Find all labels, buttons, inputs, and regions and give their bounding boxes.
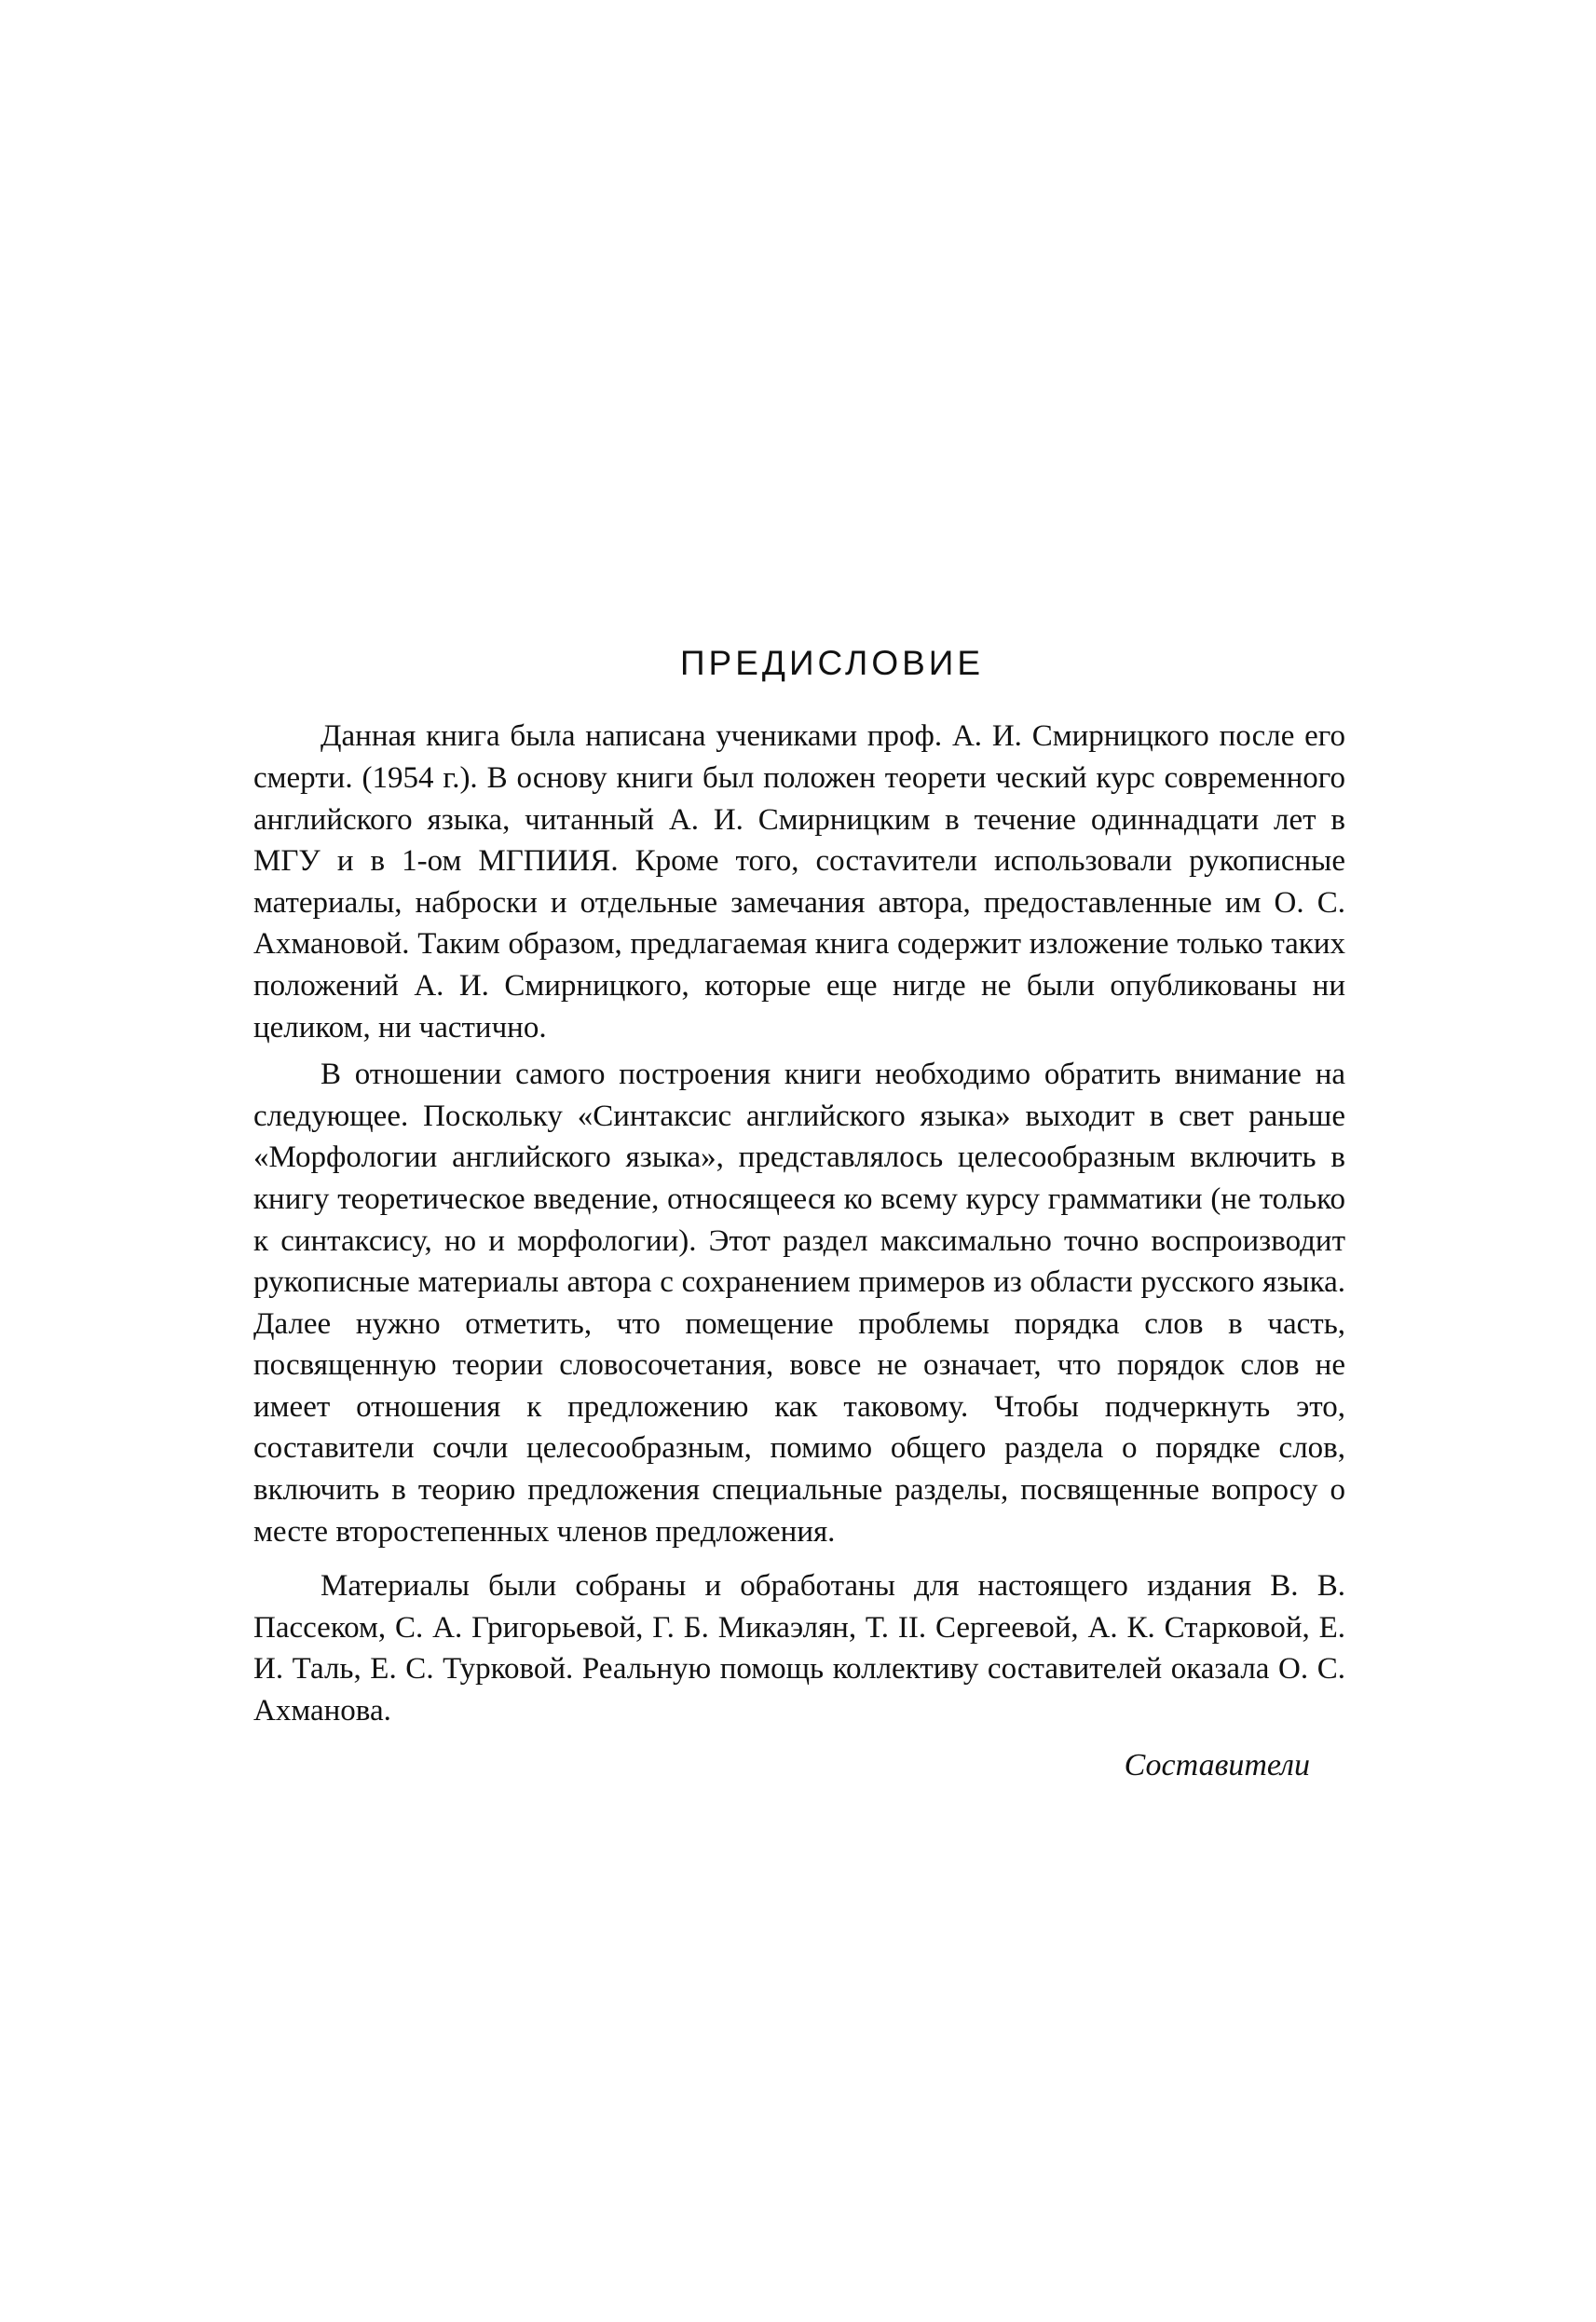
paragraph-2: В отношении самого построения книги необходимо обратить внимание на следующее. Поскольку «Синтаксис английского языка» выходит в свет раньше «Морфологии английского языка», представлялось целесообразным включить в книгу теоретическое введение, относящееся ко всему курсу грамматики (не только к синтаксису, но и морфологии). Этот раздел максимально точно воспроизводит рукописные материалы автора с сохранением примеров из области русского языка. Далее нужно отметить, что помещение проблемы порядка слов в часть, посвященную теории словосочетания, вовсе не означает, что порядок слов не имеет отношения к предложению как таковому. Чтобы подчеркнуть это, составители сочли целесообразным, помимо общего раздела о порядке слов, включить в теорию предложения специальные разделы, посвященные вопросу о месте второстепенных членов предложения. <box>253 1058 1345 1549</box>
paragraph-3: Материалы были собраны и обработаны для настоящего издания В. В. Пассеком, С. А. Григорьевой, Г. Б. Микаэлян, Т. II. Сергеевой, А. К. Старковой, Е. И. Таль, Е. С. Турковой. Реальную помощь коллективу составителей оказала О. С. Ахманова. <box>253 1569 1345 1728</box>
signature: Составители <box>1124 1747 1310 1782</box>
paragraph-1: Данная книга была написана учениками проф. А. И. Смирницкого после его смерти. (1954 г.). В основу книги был положен теорети ческий курс современного английского языка, читанный А. И. Смирницким в течение одиннадцати лет в МГУ и в 1-ом МГПИИЯ. Кроме того, состаvители использовали рукописные материалы, наброски и отдельные замечания автора, предоставленные им О. С. Ахмановой. Таким образом, предлагаемая книга содержит изложение только таких положений А. И. Смирницкого, которые еще нигде не были опубликованы ни целиком, ни частично. <box>253 719 1345 1045</box>
page-title: ПРЕДИСЛОВИЕ <box>679 644 985 682</box>
preface-page <box>253 643 1345 1786</box>
